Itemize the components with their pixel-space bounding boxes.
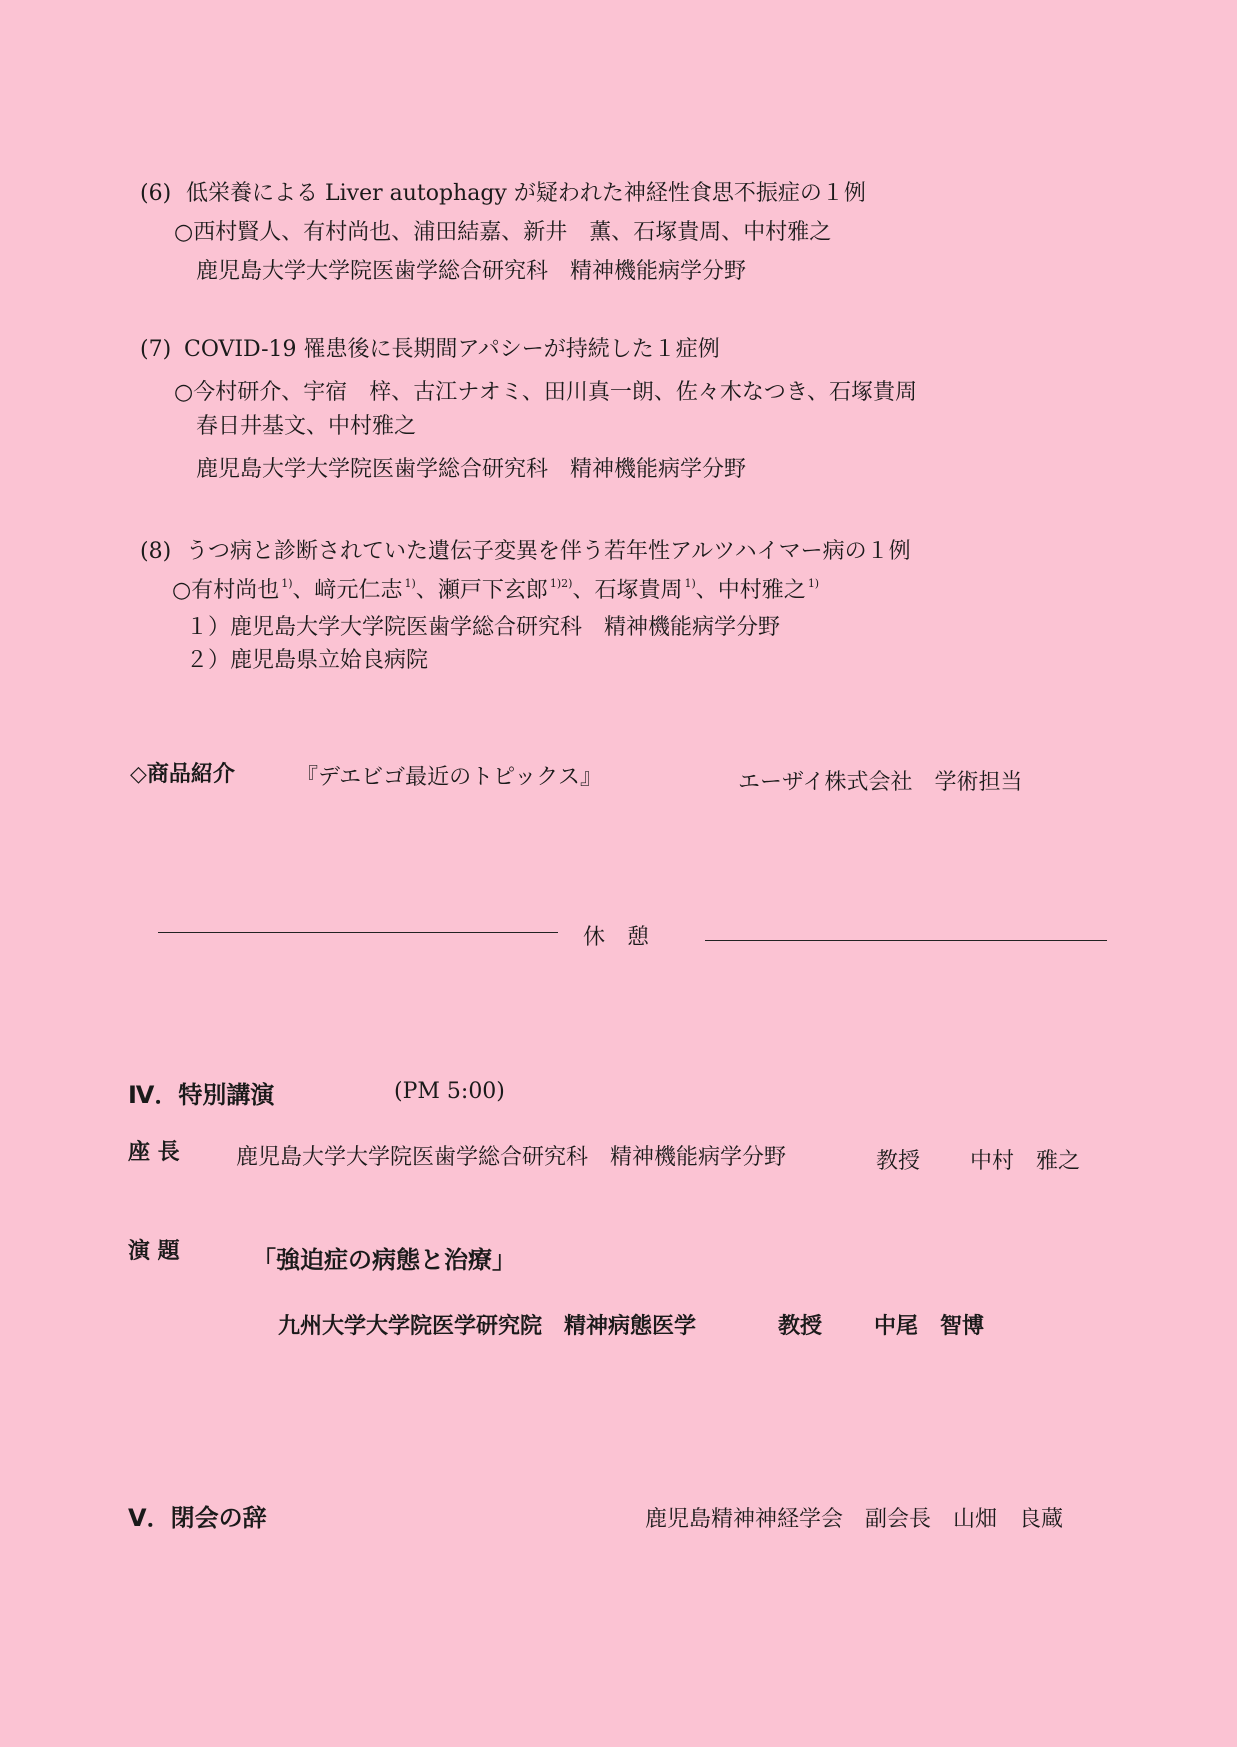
case8-affiliation1: １）鹿児島大学大学院医歯学総合研究科 精神機能病学分野	[186, 615, 781, 640]
chair-title: 教授	[876, 1149, 921, 1174]
topic-label: 演 題	[128, 1239, 180, 1264]
product-company: エーザイ株式会社 学術担当	[738, 770, 1023, 795]
case7-number: (7)	[140, 337, 172, 362]
speaker-title: 教授	[778, 1314, 823, 1339]
case7-title: COVID-19 罹患後に長期間アパシーが持続した１症例	[184, 337, 720, 362]
case7-authors-line1: ○今村研介、宇宿 梓、古江ナオミ、田川真一朗、佐々木なつき、石塚貴周	[174, 380, 917, 405]
affiliation-marker: 1)	[807, 577, 820, 590]
topic-title: 「強迫症の病態と治療」	[252, 1246, 516, 1274]
chair-name: 中村 雅之	[970, 1149, 1081, 1174]
speaker-name: 中尾 智博	[874, 1314, 985, 1339]
case7-authors-line2: 春日井基文、中村雅之	[196, 414, 417, 439]
separator: 、	[695, 578, 718, 603]
case8-author2: 﨑元仁志	[314, 578, 403, 603]
case8-author1: ○有村尚也	[172, 578, 280, 603]
case8-author5: 中村雅之	[717, 578, 806, 603]
section5-heading: Ⅴ．閉会の辞	[128, 1504, 267, 1532]
case6-title: 低栄養による Liver autophagy が疑われた神経性食思不振症の１例	[186, 181, 866, 206]
chair-label: 座 長	[128, 1140, 180, 1165]
affiliation-marker: 1)	[281, 577, 293, 590]
case7-affiliation: 鹿児島大学大学院医歯学総合研究科 精神機能病学分野	[196, 457, 747, 482]
break-divider-left	[158, 932, 558, 933]
product-title: 『デエビゴ最近のトピックス』	[296, 765, 603, 790]
case6-number: (6)	[140, 181, 172, 206]
separator: 、	[415, 578, 438, 603]
affiliation-marker: 1)2)	[549, 577, 573, 590]
chair-affiliation: 鹿児島大学大学院医歯学総合研究科 精神機能病学分野	[236, 1145, 787, 1170]
case8-author4: 石塚貴周	[594, 578, 683, 603]
break-label: 休 憩	[583, 925, 650, 950]
section4-heading: Ⅳ．特別講演	[128, 1081, 275, 1109]
product-label: ◇商品紹介	[130, 762, 235, 787]
separator: 、	[572, 578, 595, 603]
case8-number: (8)	[140, 539, 172, 564]
closing-speaker: 鹿児島精神神経学会 副会長 山畑 良蔵	[645, 1507, 1064, 1532]
break-divider-right	[705, 940, 1107, 941]
affiliation-marker: 1)	[404, 577, 416, 590]
case6-affiliation: 鹿児島大学大学院医歯学総合研究科 精神機能病学分野	[196, 259, 747, 284]
case8-authors	[172, 578, 819, 602]
section4-time: (PM 5:00)	[394, 1079, 505, 1104]
speaker-affiliation: 九州大学大学院医学研究院 精神病態医学	[278, 1314, 697, 1339]
case6-authors: ○西村賢人、有村尚也、浦田結嘉、新井 薫、石塚貴周、中村雅之	[174, 220, 832, 245]
case8-author3: 瀬戸下玄郎	[437, 578, 548, 603]
case8-affiliation2: ２）鹿児島県立姶良病院	[186, 648, 429, 673]
case8-title: うつ病と診断されていた遺伝子変異を伴う若年性アルツハイマー病の１例	[186, 539, 911, 564]
separator: 、	[292, 578, 315, 603]
affiliation-marker: 1)	[684, 577, 696, 590]
